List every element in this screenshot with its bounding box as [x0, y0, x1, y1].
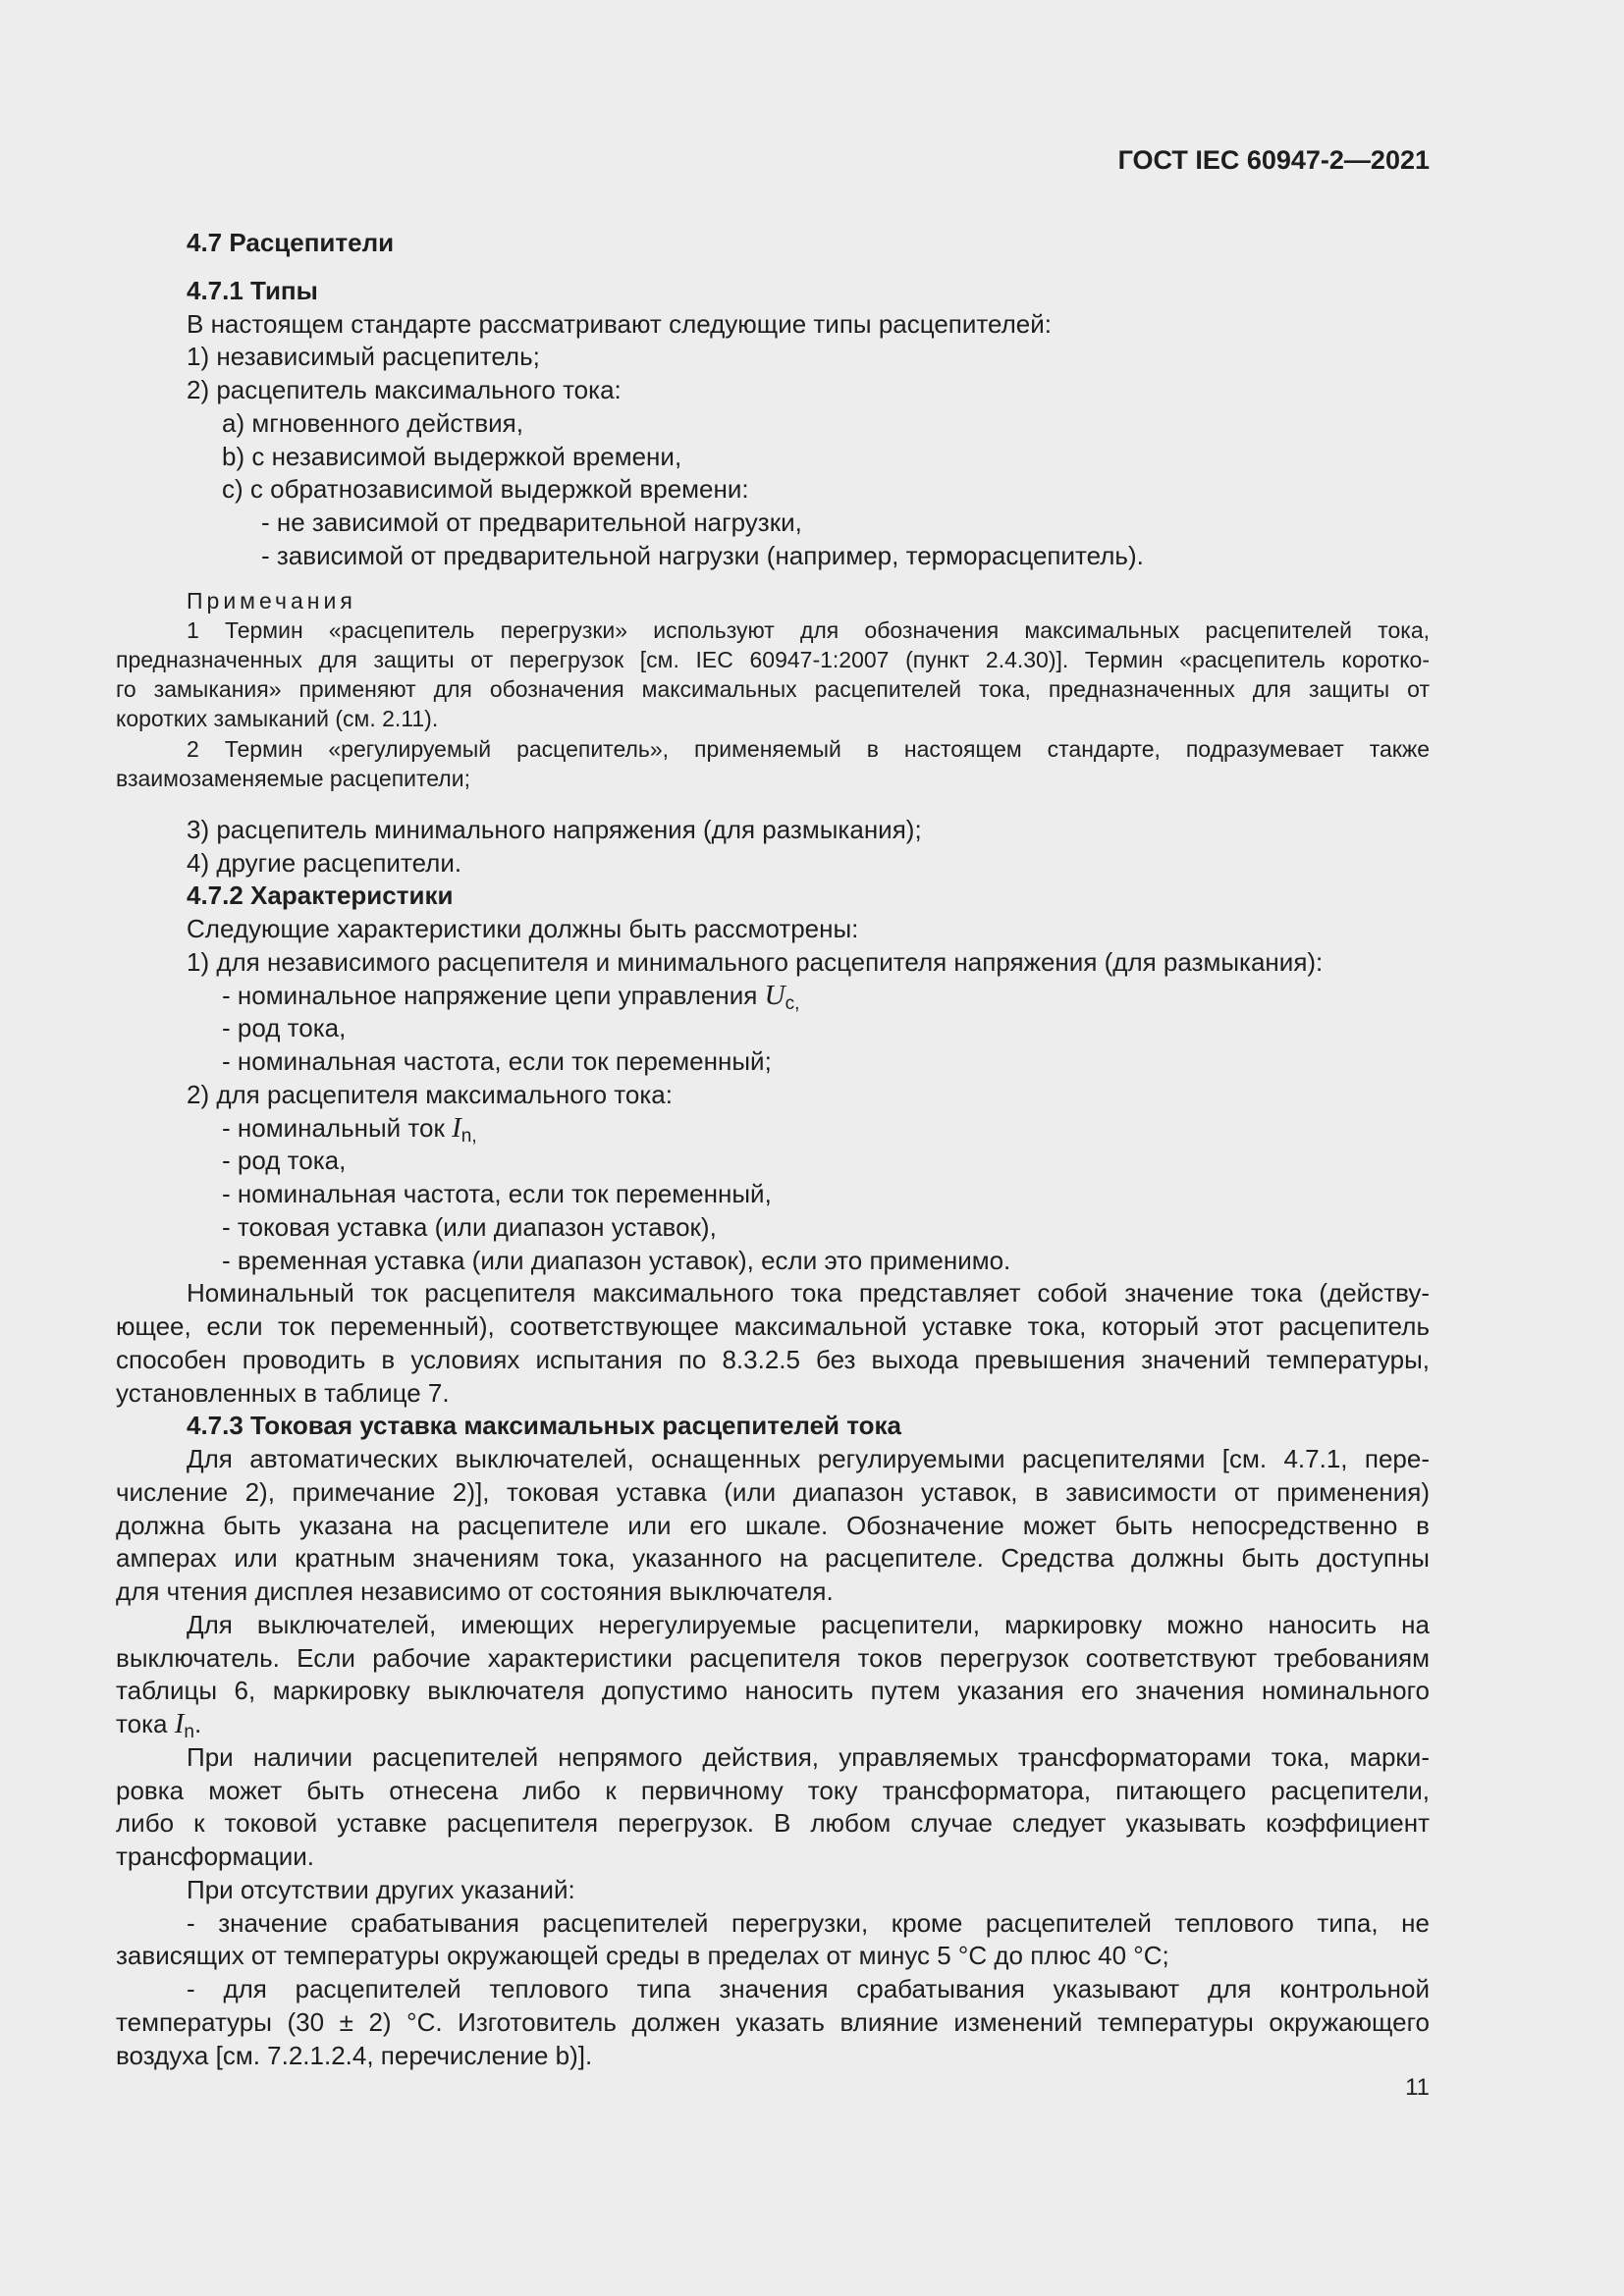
- section-4-7-2-intro: Следующие характеристики должны быть рассмотрены:: [187, 914, 859, 943]
- list-item: b) с независимой выдержкой времени,: [222, 442, 682, 471]
- list-item: - род тока,: [222, 1146, 347, 1175]
- list-item: - зависимой от предварительной нагрузки (например, терморасцепитель).: [261, 541, 1144, 570]
- paragraph-line: При отсутствии других указаний:: [187, 1875, 575, 1904]
- list-item: - номинальное напряжение цепи управления $U_{c,}$: [222, 980, 800, 1014]
- paragraph-line: установленных в таблице 7.: [116, 1378, 450, 1408]
- note-line: 2 Термин «регулируемый расцепитель», применяемый в настоящем стандарте, подразумевает также: [187, 736, 1430, 762]
- section-4-7-3-title: 4.7.3 Токовая уставка максимальных расцепителей тока: [187, 1411, 901, 1440]
- list-item: c) с обратнозависимой выдержкой времени:: [222, 474, 749, 504]
- notes-title: Примечания: [187, 588, 356, 614]
- paragraph-line: Номинальный ток расцепителя максимального тока представляет собой значение тока (действу-: [187, 1278, 1430, 1308]
- section-4-7-1-title: 4.7.1 Типы: [187, 276, 318, 305]
- paragraph-line: Для выключателей, имеющих нерегулируемые расцепители, маркировку можно наносить на: [187, 1610, 1430, 1639]
- paragraph-line: способен проводить в условиях испытания по 8.3.2.5 без выхода превышения значений температуры,: [116, 1345, 1430, 1374]
- list-item: - номинальный ток $I_{n,}$: [222, 1112, 477, 1147]
- paragraph-line: воздуха [см. 7.2.1.2.4, перечисление b)].: [116, 2041, 593, 2070]
- note-line: го замыкания» применяют для обозначения максимальных расцепителей тока, предназначенных для защиты от: [116, 676, 1430, 702]
- paragraph-line: выключатель. Если рабочие характеристики расцепителя токов перегрузок соответствуют требованиям: [116, 1643, 1430, 1673]
- note-line: 1 Термин «расцепитель перегрузки» используют для обозначения максимальных расцепителей тока,: [187, 617, 1430, 643]
- list-item: 4) другие расцепители.: [187, 848, 462, 878]
- list-item: - род тока,: [222, 1013, 347, 1042]
- list-item: - токовая уставка (или диапазон уставок),: [222, 1212, 717, 1242]
- section-4-7-1-intro: В настоящем стандарте рассматривают следующие типы расцепителей:: [187, 309, 1052, 339]
- paragraph-line: зависящих от температуры окружающей среды в пределах от минус 5 °С до плюс 40 °С;: [116, 1941, 1169, 1970]
- paragraph-line: ющее, если ток переменный), соответствующее максимальной уставке тока, который этот расцепитель: [116, 1311, 1430, 1341]
- page-number: 11: [1405, 2074, 1430, 2101]
- list-item: 1) для независимого расцепителя и минимального расцепителя напряжения (для размыкания):: [187, 947, 1324, 977]
- paragraph-line: температуры (30 ± 2) °С. Изготовитель должен указать влияние изменений температуры окружающего: [116, 2007, 1430, 2037]
- note-line: взаимозаменяемые расцепители;: [116, 766, 470, 791]
- list-item: 2) для расцепителя максимального тока:: [187, 1080, 673, 1109]
- paragraph-line: амперах или кратным значениям тока, указанного на расцепителе. Средства должны быть доступны: [116, 1543, 1430, 1573]
- paragraph-line: При наличии расцепителей непрямого действия, управляемых трансформаторами тока, марки-: [187, 1742, 1430, 1772]
- list-item: - номинальная частота, если ток переменный;: [222, 1046, 772, 1076]
- paragraph-line: либо к токовой уставке расцепителя перегрузок. В любом случае следует указывать коэффициент: [116, 1808, 1430, 1838]
- list-item: 2) расцепитель максимального тока:: [187, 375, 622, 404]
- note-line: коротких замыканий (см. 2.11).: [116, 706, 439, 731]
- paragraph-line: Для автоматических выключателей, оснащенных регулируемыми расцепителями [см. 4.7.1, пере-: [187, 1444, 1430, 1473]
- paragraph-line: таблицы 6, маркировку выключателя допустимо наносить путем указания его значения номинального: [116, 1676, 1430, 1705]
- paragraph-line: должна быть указана на расцепителе или его шкале. Обозначение может быть непосредственно в: [116, 1511, 1430, 1540]
- paragraph-line: трансформации.: [116, 1842, 314, 1871]
- paragraph-line: для чтения дисплея независимо от состояния выключателя.: [116, 1576, 834, 1606]
- list-item: - временная уставка (или диапазон уставок), если это применимо.: [222, 1246, 1011, 1275]
- list-item: - номинальная частота, если ток переменный,: [222, 1179, 772, 1208]
- list-item: - не зависимой от предварительной нагрузки,: [261, 507, 802, 537]
- list-item: a) мгновенного действия,: [222, 408, 523, 438]
- list-item: 3) расцепитель минимального напряжения (для размыкания);: [187, 815, 922, 844]
- paragraph-line: числение 2), примечание 2)], токовая уставка (или диапазон уставок, в зависимости от применения): [116, 1477, 1430, 1507]
- paragraph-line: - для расцепителей теплового типа значения срабатывания указывают для контрольной: [187, 1974, 1430, 2003]
- document-header: ГОСТ IEC 60947-2—2021: [1117, 145, 1430, 175]
- paragraph-line: ровка может быть отнесена либо к первичному току трансформатора, питающего расцепители,: [116, 1776, 1430, 1805]
- note-line: предназначенных для защиты от перегрузок [см. IEC 60947-1:2007 (пункт 2.4.30)]. Термин «расцепитель коротко-: [116, 647, 1430, 672]
- list-item: 1) независимый расцепитель;: [187, 342, 540, 371]
- section-4-7-title: 4.7 Расцепители: [187, 228, 395, 257]
- paragraph-line: - значение срабатывания расцепителей перегрузки, кроме расцепителей теплового типа, не: [187, 1908, 1430, 1938]
- section-4-7-2-title: 4.7.2 Характеристики: [187, 881, 454, 910]
- paragraph-line: тока $I_n$.: [116, 1708, 202, 1742]
